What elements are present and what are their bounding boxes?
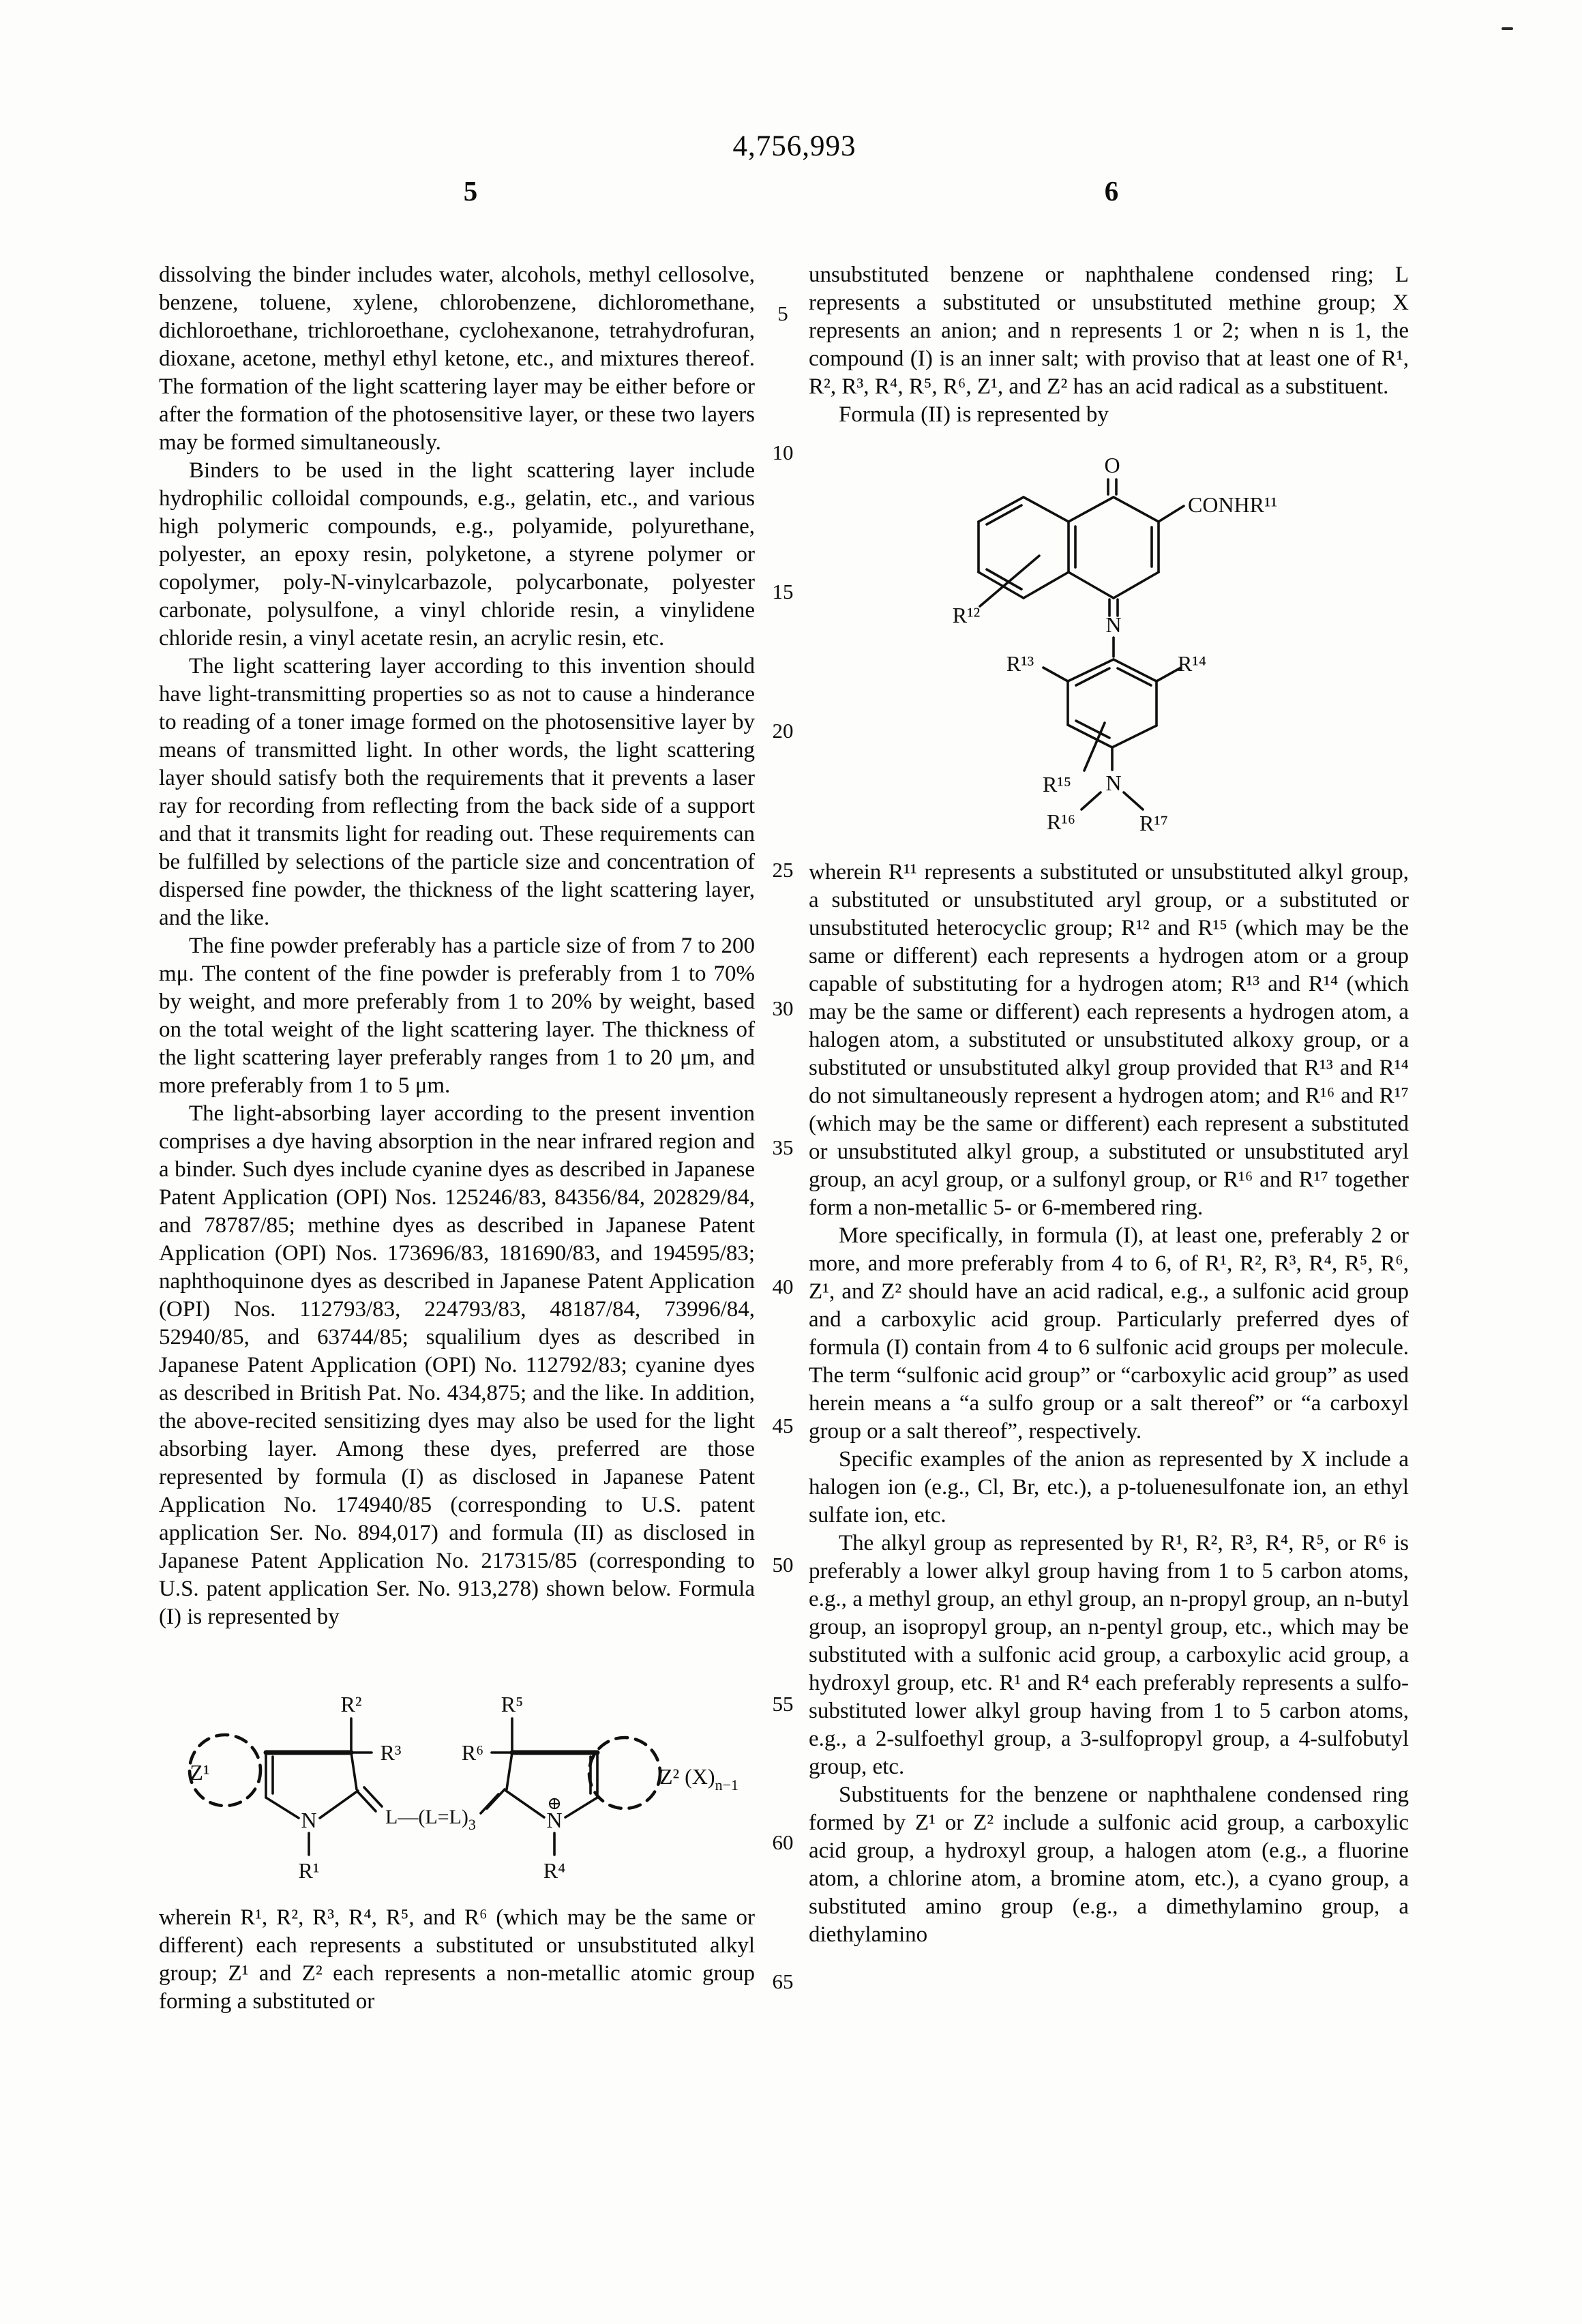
line-number: 10 (772, 441, 794, 464)
label-conhr11: CONHR¹¹ (1188, 492, 1278, 517)
paragraph: dissolving the binder includes water, alcohols, methyl cellosolve, benzene, toluene, xylene, chlorobenzene, dichloromethane, dichloroethane, trichloroethane, cyclohexanone, tetrahydrofuran, dioxane, acetone, methyl ethyl ketone, etc., and mixtures thereof. The formation of the light scattering layer may be either before or after the formation of the photosensitive layer, or these two layers may be formed simultaneously. (159, 263, 755, 455)
line-number: 20 (772, 719, 794, 743)
label-oxygen: O (1104, 453, 1120, 477)
label-r2: R² (340, 1692, 362, 1716)
label-r12: R¹² (952, 603, 981, 627)
label-plus-charge-icon: ⊕ (547, 1793, 562, 1813)
label-methine-chain: $L—(L=L)_3$ (385, 1806, 476, 1833)
label-z2-anion: Z² $(X)_{n-1}$ (659, 1764, 738, 1793)
paragraph: wherein R¹, R², R³, R⁴, R⁵, and R⁶ (which may be the same or different) each represents a substituted or unsubstituted alkyl group; Z¹ and Z² each represents a non-metallic atomic group forming a substituted or (159, 1905, 755, 2014)
right-column (809, 261, 1409, 1949)
line-number: 45 (772, 1414, 794, 1437)
line-number: 40 (772, 1275, 794, 1298)
line-number: 60 (772, 1830, 794, 1854)
label-z1: Z¹ (190, 1760, 210, 1785)
label-r14: R¹⁴ (1177, 651, 1207, 676)
label-r1: R¹ (298, 1858, 320, 1883)
paragraph: More specifically, in formula (I), at least one, preferably 2 or more, and more preferably from 4 to 6, of R¹, R², R³, R⁴, R⁵, R⁶, Z¹, and Z² should have an acid radical, e.g., a sulfonic acid group and a carboxylic acid group. Particularly preferred dyes of formula (I) contain from 4 to 6 sulfonic acid groups per molecule. The term “sulfonic acid group” or “carboxylic acid group” as used herein means a “a sulfo group or a salt thereof” or “a carboxyl group or a salt thereof”, respectively. (809, 1223, 1409, 1444)
column-number-6: 6 (1104, 175, 1119, 207)
label-n-amine: N (1105, 771, 1122, 795)
paragraph: The alkyl group as represented by R¹, R², R³, R⁴, R⁵, or R⁶ is preferably a lower alkyl group having from 1 to 5 carbon atoms, e.g., a methyl group, an ethyl group, an n-propyl group, an n-butyl group, an isopropyl group, an n-pentyl group, etc., which may be substituted with a sulfonic acid group, a carboxylic acid group, a hydroxyl group, etc. R¹ and R⁴ each preferably represents a sulfo-substituted lower alkyl group having from 1 to 5 carbon atoms, e.g., a 2-sulfoethyl group, a 3-sulfopropyl group, a 4-sulfobutyl group, etc. (809, 1531, 1409, 1779)
label-r4: R⁴ (543, 1858, 566, 1883)
line-number: 65 (772, 1969, 794, 1993)
label-n-right: N (546, 1808, 563, 1832)
left-column (159, 261, 755, 2016)
formula-II-bonds (979, 479, 1184, 809)
label-r6: R⁶ (461, 1740, 484, 1765)
line-number: 50 (772, 1553, 794, 1577)
paragraph: The light scattering layer according to this invention should have light-transmitting properties so as not to cause a hinderance to reading of a toner image formed on the photosensitive layer by means of transmitted light. In other words, the light scattering layer should satisfy both the requirements that it prevents a laser ray for recording from reflecting from the back side of a support and that it transmits light for reading out. These requirements can be fulfilled by selections of the particle size and concentration of dispersed fine powder, the thickness of the light scattering layer, and the like. (159, 654, 755, 930)
paragraph: Binders to be used in the light scattering layer include hydrophilic colloidal compounds, e.g., gelatin, etc., and various high polymeric compounds, e.g., polyamide, polyurethane, polyester, an epoxy resin, polyketone, a styrene polymer or copolymer, poly-N-vinylcarbazole, polycarbonate, polyester carbonate, polysulfone, a vinyl chloride resin, a vinylidene chloride resin, a vinyl acetate resin, an acrylic resin, etc. (159, 458, 755, 651)
formula-II-structure (809, 437, 1409, 846)
line-number: 15 (772, 580, 794, 604)
label-r17: R¹⁷ (1139, 811, 1169, 835)
paragraph: The fine powder preferably has a particle size of from 7 to 200 mμ. The content of the fine powder is preferably from 1 to 70% by weight, and more preferably from 1 to 20% by weight, based on the total weight of the light scattering layer. The thickness of the light scattering layer preferably ranges from 1 to 20 μm, and more preferably from 1 to 5 μm. (159, 934, 755, 1098)
line-number: 5 (777, 301, 788, 325)
line-number: 25 (772, 858, 794, 882)
formula-I-bonds (190, 1718, 660, 1855)
label-n-left: N (301, 1808, 317, 1832)
patent-number: 4,756,993 (732, 130, 856, 162)
line-number: 30 (772, 996, 794, 1020)
label-r15: R¹⁵ (1042, 772, 1072, 796)
paragraph: unsubstituted benzene or naphthalene condensed ring; L represents a substituted or unsubstituted methine group; X represents an anion; and n represents 1 or 2; when n is 1, the compound (I) is an inner salt; with proviso that at least one of R¹, R², R³, R⁴, R⁵, R⁶, Z¹, and Z² has an acid radical as a substituent. (809, 263, 1409, 399)
label-r3: R³ (380, 1740, 402, 1765)
paragraph: Formula (II) is represented by (839, 402, 1109, 427)
paragraph: wherein R¹¹ represents a substituted or unsubstituted alkyl group, a substituted or unsubstituted aryl group, or a substituted or unsubstituted heterocyclic group; R¹² and R¹⁵ (which may be the same or different) each represents a hydrogen atom or a group capable of substituting for a hydrogen atom; R¹³ and R¹⁴ (which may be the same or different) each represents a hydrogen atom, a halogen atom, a substituted or unsubstituted alkoxy group, or a substituted or unsubstituted alkyl group provided that R¹³ and R¹⁴ do not simultaneously represent a hydrogen atom; and R¹⁶ and R¹⁷ (which may be the same or different) each represent a substituted or unsubstituted alkyl group, a substituted or unsubstituted aryl group, an acyl group, or a sulfonyl group, or R¹⁶ and R¹⁷ together form a non-metallic 5- or 6-membered ring. (809, 860, 1409, 1220)
column-number-5: 5 (463, 175, 478, 207)
scan-artifact-dash (1502, 27, 1513, 30)
paragraph: The light-absorbing layer according to the present invention comprises a dye having absorption in the near infrared region and a binder. Such dyes include cyanine dyes as described in Japanese Patent Application (OPI) Nos. 125246/83, 84356/84, 202829/84, and 78787/85; methine dyes as described in Japanese Patent Application (OPI) Nos. 173696/83, 181690/83, and 194595/83; naphthoquinone dyes as described in Japanese Patent Application (OPI) Nos. 112793/83, 224793/83, 48187/84, 73996/84, 52940/85, and 63744/85; squalilium dyes as described in Japanese Patent Application (OPI) No. 112792/83; cyanine dyes as described in British Pat. No. 434,875; and the like. In addition, the above-recited sensitizing dyes may also be used for the light absorbing layer. Among these dyes, preferred are those represented by formula (I) as disclosed in Japanese Patent Application No. 174940/85 (corresponding to U.S. patent application Ser. No. 894,017) and formula (II) as disclosed in Japanese Patent Application No. 217315/85 (corresponding to U.S. patent application Ser. No. 913,278) shown below. Formula (I) is represented by (159, 1101, 755, 1629)
label-n-imine: N (1105, 612, 1122, 637)
paragraph: Substituents for the benzene or naphthalene condensed ring formed by Z¹ or Z² include a sulfonic acid group, a carboxylic acid group, a hydroxyl group, a halogen atom (e.g., a fluorine atom, a chlorine atom, a bromine atom, etc.), a cyano group, a substituted amino group (e.g., a dimethylamino group, a diethylamino (809, 1783, 1409, 1947)
paragraph: Specific examples of the anion as represented by X include a halogen ion (e.g., Cl, Br, etc.), a p-toluenesulfonate ion, an ethyl sulfate ion, etc. (809, 1447, 1409, 1528)
label-r16: R¹⁶ (1046, 809, 1076, 834)
line-number: 35 (772, 1135, 794, 1159)
label-r5: R⁵ (501, 1692, 524, 1716)
line-number: 55 (772, 1692, 794, 1716)
label-r13: R¹³ (1006, 651, 1034, 676)
formula-I-structure (159, 1649, 755, 1888)
